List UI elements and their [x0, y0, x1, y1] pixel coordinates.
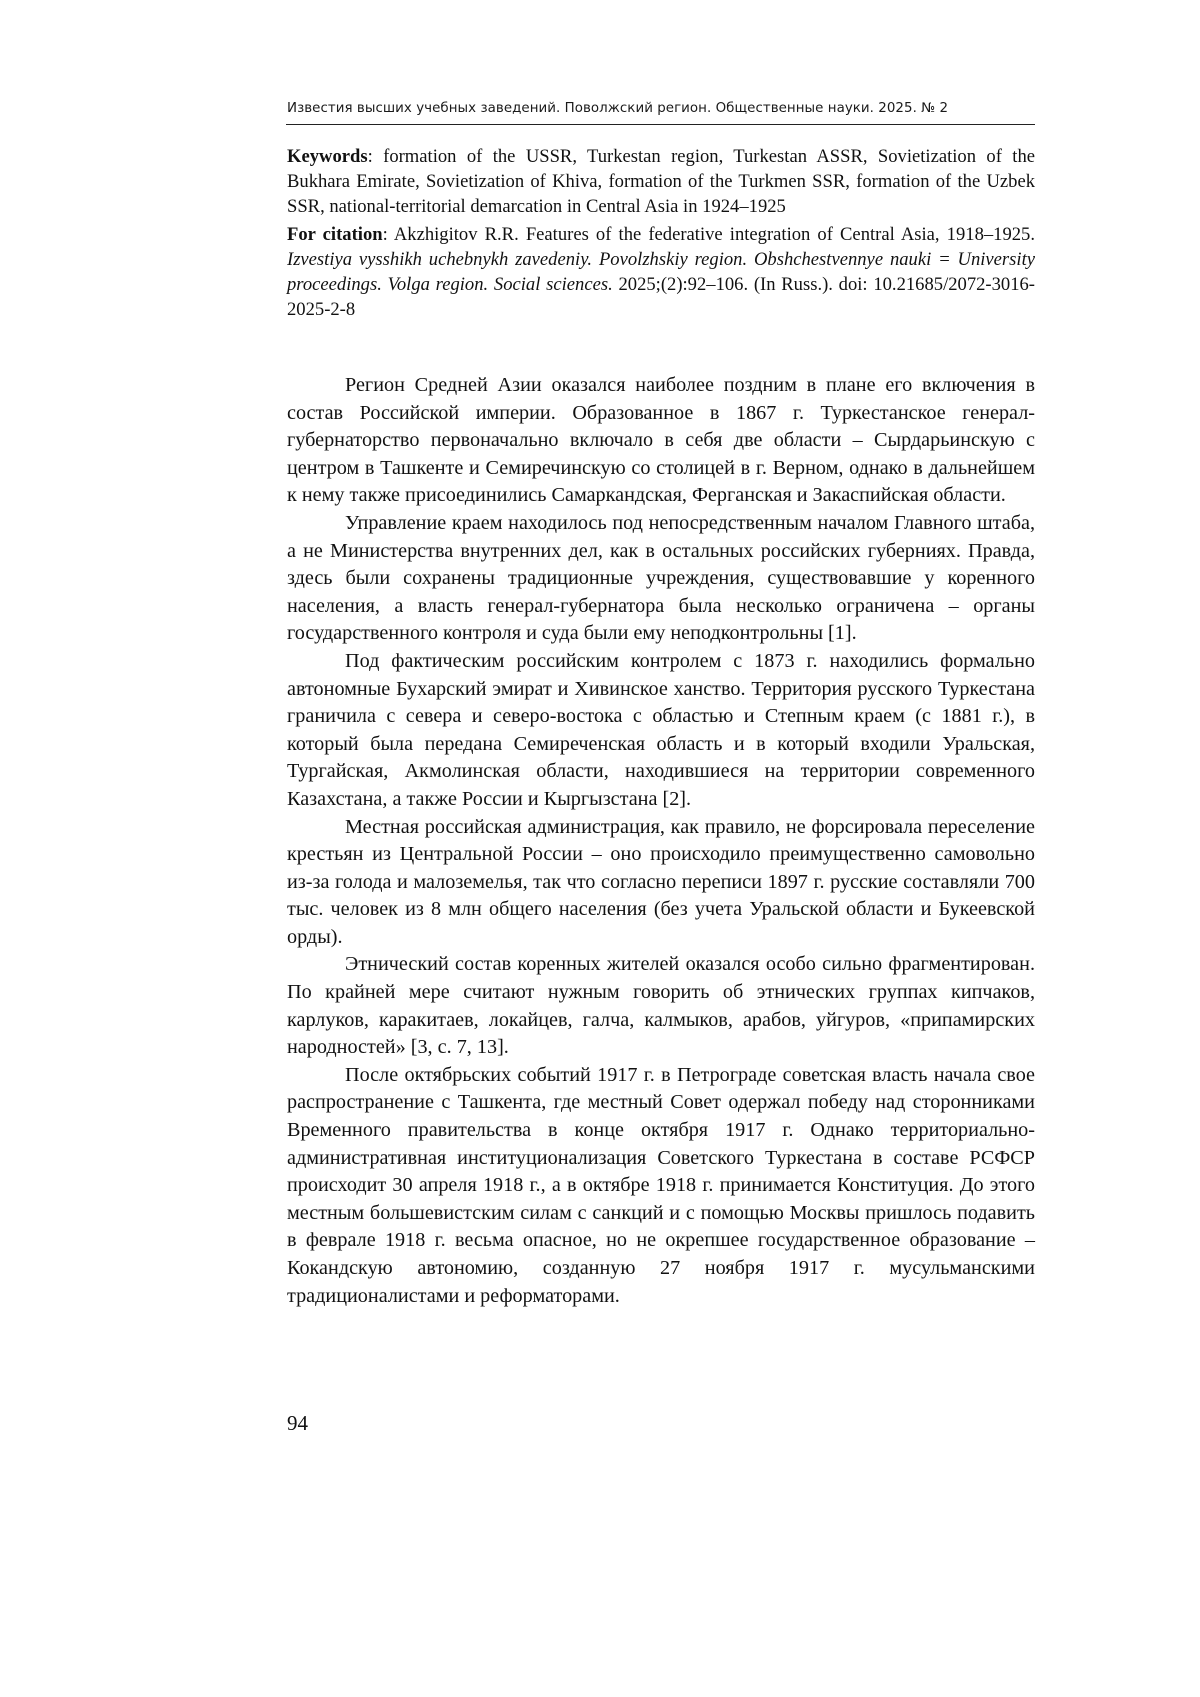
- citation-block: [287, 222, 1035, 322]
- body-paragraph: Под фактическим российским контролем с 1873 г. находились формально автономные Бухарский эмират и Хивинское ханство. Территория русского Туркестана граничила с севера и северо-востока с областью и Степным краем (с 1881 г.), в который была передана Семиреченская область и в который входили Уральская, Тургайская, Акмолинская области, находившиеся на территории современного Казахстана, а также России и Кыргызстана [2].: [287, 649, 1035, 810]
- body-paragraph: Регион Средней Азии оказался наиболее поздним в плане его включения в состав Российской империи. Образованное в 1867 г. Туркестанское генерал-губернаторство первоначально включало в себя две области – Сырдарьинскую с центром в Ташкенте и Семиречинскую со столицей в г. Верном, однако в дальнейшем к нему также присоединились Самаркандская, Ферганская и Закаспийская области.: [287, 374, 1035, 507]
- citation-text-after: 2025;(2):92–106. (In Russ.). doi: 10.21685/2072-3016-2025-2-8: [287, 274, 1035, 320]
- body-paragraph: Местная российская администрация, как правило, не форсировала переселение крестьян из Центральной России – оно происходило преимущественно самовольно из-за голода и малоземелья, так что согласно переписи 1897 г. русские составляли 700 тыс. человек из 8 млн общего населения (без учета Уральской области и Букеевской орды).: [287, 815, 1035, 948]
- page-number: 94: [287, 1411, 308, 1435]
- article-body: [287, 372, 1035, 1310]
- keywords-label: Keywords: [287, 146, 368, 167]
- keywords-text: : formation of the USSR, Turkestan region, Turkestan ASSR, Sovietization of the Bukhara Emirate, Sovietization of Khiva, formation of the Turkmen SSR, formation of the Uzbek SSR, national-territorial demarcation in Central Asia in 1924–1925: [287, 146, 1035, 217]
- body-paragraph: Управление краем находилось под непосредственным началом Главного штаба, а не Министерства внутренних дел, как в остальных российских губерниях. Правда, здесь были сохранены традиционные учреждения, существовавшие у коренного населения, а власть генерал-губернатора была несколько ограничена – органы государственного контроля и суда были ему неподконтрольны [1].: [287, 511, 1035, 645]
- citation-label: For citation: [287, 224, 383, 245]
- header-rule: [286, 124, 1035, 125]
- citation-text-before: : Akzhigitov R.R. Features of the federative integration of Central Asia, 1918–1925.: [382, 224, 1036, 245]
- body-paragraph: Этнический состав коренных жителей оказался особо сильно фрагментирован. По крайней мере считают нужным говорить об этнических группах кипчаков, карлуков, каракитаев, локайцев, галча, калмыков, арабов, уйгуров, «припамирских народностей» [3, с. 7, 13].: [287, 953, 1035, 1059]
- body-paragraph: После октябрьских событий 1917 г. в Петрограде советская власть начала свое распространение с Ташкента, где местный Совет одержал победу над сторонниками Временного правительства в конце октября 1917 г. Однако территориально-административная институционализация Советского Туркестана в составе РСФСР происходит 30 апреля 1918 г., а в октябре 1918 г. принимается Конституция. До этого местным большевистским силам с санкций и с помощью Москвы пришлось подавить в феврале 1918 г. весьма опасное, но не окрепшее государственное образование – Кокандскую автономию, созданную 27 ноября 1917 г. мусульманскими традиционалистами и реформаторами.: [287, 1063, 1035, 1307]
- running-header: Известия высших учебных заведений. Поволжский регион. Общественные науки. 2025. № 2: [287, 101, 949, 116]
- keywords-block: [287, 144, 1035, 219]
- citation-journal: Izvestiya vysshikh uchebnykh zavedeniy. Povolzhskiy region. Obshchestvennye nauki = University proceedings. Volga region. Social sciences.: [287, 249, 1035, 295]
